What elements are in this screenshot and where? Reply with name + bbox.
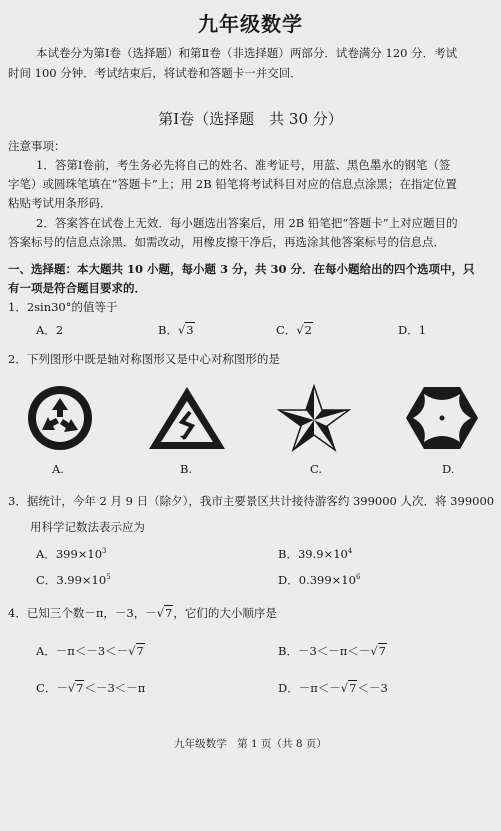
part1-instruction-line-2: 有一项是符合题目要求的． bbox=[8, 281, 146, 295]
q3-stem-line-1: 3．据统计，今年 2 月 9 日（除夕），我市主要景区共计接待游客约 399000 人次．将 399000 bbox=[8, 494, 495, 508]
section-title: 第Ⅰ卷（选择题 共 30 分） bbox=[158, 110, 343, 128]
q1-stem: 1．2sin30°的值等于 bbox=[8, 300, 118, 314]
figure-triangle-sign-icon bbox=[146, 384, 228, 452]
exam-title: 九年级数学 bbox=[198, 12, 303, 36]
q4-option-c: C．－√7＜－3＜－π bbox=[36, 681, 146, 695]
notes-heading: 注意事项： bbox=[8, 139, 66, 153]
q1-option-b: B．√3 bbox=[158, 323, 194, 337]
q2-label-a: A. bbox=[52, 462, 64, 476]
q3-option-d: D．$0.399\times 10^6$ bbox=[278, 573, 361, 587]
note-2-line-2: 答案标号的信息点涂黑．如需改动，用橡皮擦干净后，再选涂其他答案标号的信息点． bbox=[8, 235, 445, 249]
radicand: 2 bbox=[304, 323, 312, 337]
q1-option-d: D．1 bbox=[398, 323, 427, 337]
q4-option-d: D．－π＜－√7＜－3 bbox=[278, 681, 388, 695]
q3-option-c: C．$3.99\times 10^5$ bbox=[36, 573, 111, 587]
q1-option-c: C．√2 bbox=[276, 323, 312, 337]
radicand: 7 bbox=[136, 644, 144, 658]
q2-stem: 2．下列图形中既是轴对称图形又是中心对称图形的是 bbox=[8, 352, 280, 366]
q3-stem-line-2: 用科学记数法表示应为 bbox=[30, 520, 145, 534]
intro-line-2: 时间 100 分钟．考试结束后，将试卷和答题卡一并交回． bbox=[8, 66, 302, 80]
figure-recycle-circle-icon bbox=[18, 384, 102, 452]
radicand: 3 bbox=[186, 323, 194, 337]
q3-option-a: A．$399\times 10^3$ bbox=[36, 547, 107, 561]
q4-option-a: A．－π＜－3＜－√7 bbox=[36, 644, 144, 658]
figure-star-icon bbox=[276, 384, 352, 452]
figure-hexagon-icon bbox=[404, 384, 480, 452]
radicand: 7 bbox=[349, 681, 357, 695]
part1-instruction-line-1: 一、选择题：本大题共 10 小题，每小题 3 分，共 30 分．在每小题给出的四个选项中，只 bbox=[8, 262, 475, 276]
note-1-line-1: 1．答第Ⅰ卷前，考生务必先将自己的姓名、准考证号，用蓝、黑色墨水的钢笔（签 bbox=[36, 158, 451, 172]
note-2-line-1: 2．答案答在试卷上无效．每小题选出答案后，用 2B 铅笔把“答题卡”上对应题目的 bbox=[36, 216, 458, 230]
radicand: 7 bbox=[76, 681, 84, 695]
q3-option-b: B．$39.9\times 10^4$ bbox=[278, 547, 353, 561]
q4-option-b: B．－3＜－π＜－√7 bbox=[278, 644, 386, 658]
q1-option-a: A．2 bbox=[36, 323, 64, 337]
intro-line-1: 本试卷分为第Ⅰ卷（选择题）和第Ⅱ卷（非选择题）两部分．试卷满分 120 分．考试 bbox=[36, 46, 458, 60]
note-1-line-3: 粘贴考试用条形码． bbox=[8, 196, 112, 210]
q4-stem: 4．已知三个数－π，－3，－√7，它们的大小顺序是 bbox=[8, 606, 277, 620]
radicand: 7 bbox=[165, 606, 173, 620]
page-footer: 九年级数学 第 1 页（共 8 页） bbox=[174, 738, 327, 750]
q2-label-d: D. bbox=[442, 462, 455, 476]
note-1-line-2: 字笔）或圆珠笔填在“答题卡”上；用 2B 铅笔将考试科目对应的信息点涂黑；在指定位置 bbox=[8, 177, 457, 191]
q2-label-c: C. bbox=[310, 462, 323, 476]
radicand: 7 bbox=[378, 644, 386, 658]
q2-label-b: B. bbox=[180, 462, 193, 476]
